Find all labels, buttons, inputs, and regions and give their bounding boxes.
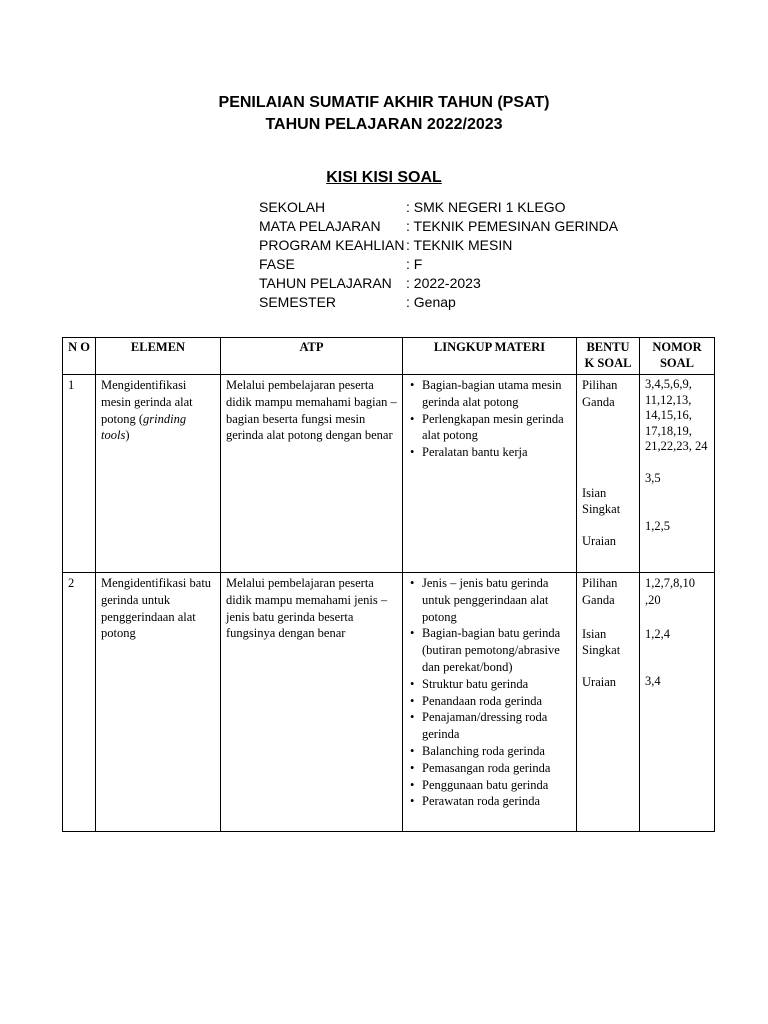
list-item: • Peralatan bantu kerja: [408, 444, 571, 461]
lingkup-materi-cell: [403, 375, 577, 573]
list-item: • Bagian-bagian batu gerinda (butiran pemotong/abrasive dan perekat/bond): [408, 625, 571, 675]
bentuk-soal-cell: [577, 375, 640, 573]
list-item: • Jenis – jenis batu gerinda untuk penggerindaan alat potong: [408, 575, 571, 625]
info-value: : TEKNIK MESIN: [406, 237, 513, 253]
atp-cell: Melalui pembelajaran peserta didik mampu memahami bagian – bagian beserta fungsi mesin gerinda alat potong dengan benar: [221, 375, 403, 573]
info-label: TAHUN PELAJARAN: [259, 275, 392, 291]
bentuk-soal-item: Uraian: [582, 675, 617, 690]
info-block: [259, 198, 618, 312]
nomor-soal-item: 1,2,7,8,10 ,20: [645, 576, 695, 607]
document-year: TAHUN PELAJARAN 2022/2023: [265, 116, 503, 133]
info-row-fase: [259, 255, 618, 274]
info-value: : SMK NEGERI 1 KLEGO: [406, 199, 566, 215]
kisi-table: [62, 337, 715, 832]
info-label: SEMESTER: [259, 294, 337, 310]
info-label: SEKOLAH: [259, 199, 326, 215]
info-row-tahun-pelajaran: [259, 274, 618, 293]
document-title: PENILAIAN SUMATIF AKHIR TAHUN (PSAT): [218, 94, 550, 111]
nomor-soal-item: 3,4,5,6,9, 11,12,13, 14,15,16, 17,18,19, 21,22,23, 24: [645, 377, 708, 453]
table-row: [63, 375, 715, 573]
list-item: • Struktur batu gerinda: [408, 676, 571, 693]
list-item: • Perlengkapan mesin gerinda alat potong: [408, 411, 571, 445]
info-row-semester: [259, 293, 618, 312]
info-row-program-keahlian: [259, 236, 618, 255]
info-value: : Genap: [406, 294, 456, 310]
info-label: FASE: [259, 256, 295, 272]
bentuk-soal-item: Isian Singkat: [582, 626, 621, 658]
elemen-text: Mengidentifikasi mesin gerinda alat potong (: [101, 378, 193, 426]
nomor-soal-cell: [640, 375, 715, 573]
list-item: • Penandaan roda gerinda: [408, 693, 571, 710]
nomor-soal-cell: [640, 573, 715, 832]
info-row-sekolah: [259, 198, 618, 217]
nomor-soal-item: 1,2,5: [645, 519, 670, 534]
info-label: PROGRAM KEAHLIAN: [259, 237, 405, 253]
row-number: 2: [63, 573, 96, 832]
info-row-mata-pelajaran: [259, 217, 618, 236]
info-label: MATA PELAJARAN: [259, 218, 381, 234]
header-elemen: ELEMEN: [96, 338, 221, 375]
info-value: : TEKNIK PEMESINAN GERINDA: [406, 218, 619, 234]
list-item: • Penggunaan batu gerinda: [408, 777, 571, 794]
bentuk-soal-item: Isian Singkat: [582, 485, 621, 517]
row-number: 1: [63, 375, 96, 573]
list-item: • Bagian-bagian utama mesin gerinda alat potong: [408, 377, 571, 411]
table-header-row: [63, 338, 715, 375]
nomor-soal-item: 1,2,4: [645, 626, 670, 641]
document-subtitle: KISI KISI SOAL: [326, 169, 442, 186]
header-no: N O: [63, 338, 96, 375]
list-item: • Balanching roda gerinda: [408, 743, 571, 760]
header-atp: ATP: [221, 338, 403, 375]
elemen-italic: grinding tools: [101, 411, 187, 443]
info-value: : F: [406, 256, 423, 272]
header-nomor-soal: NOMOR SOAL: [640, 338, 715, 375]
elemen-close: ): [125, 428, 130, 443]
bentuk-soal-item: Uraian: [582, 534, 617, 549]
table-row: [63, 573, 715, 832]
elemen-cell: Mengidentifikasi batu gerinda untuk penggerindaan alat potong: [96, 573, 221, 832]
list-item: • Pemasangan roda gerinda: [408, 760, 571, 777]
header-bentuk-soal: BENTU K SOAL: [577, 338, 640, 375]
elemen-cell: [96, 375, 221, 573]
bentuk-soal-cell: [577, 573, 640, 832]
list-item: • Perawatan roda gerinda: [408, 793, 571, 810]
nomor-soal-item: 3,4: [645, 674, 661, 689]
list-item: • Penajaman/dressing roda gerinda: [408, 709, 571, 743]
header-lingkup-materi: LINGKUP MATERI: [403, 338, 577, 375]
bentuk-soal-item: Pilihan Ganda: [582, 378, 618, 409]
nomor-soal-item: 3,5: [645, 470, 661, 485]
lingkup-materi-cell: [403, 573, 577, 832]
bentuk-soal-item: Pilihan Ganda: [582, 576, 618, 607]
info-value: : 2022-2023: [406, 275, 481, 291]
atp-cell: Melalui pembelajaran peserta didik mampu memahami jenis – jenis batu gerinda beserta fungsinya dengan benar: [221, 573, 403, 832]
